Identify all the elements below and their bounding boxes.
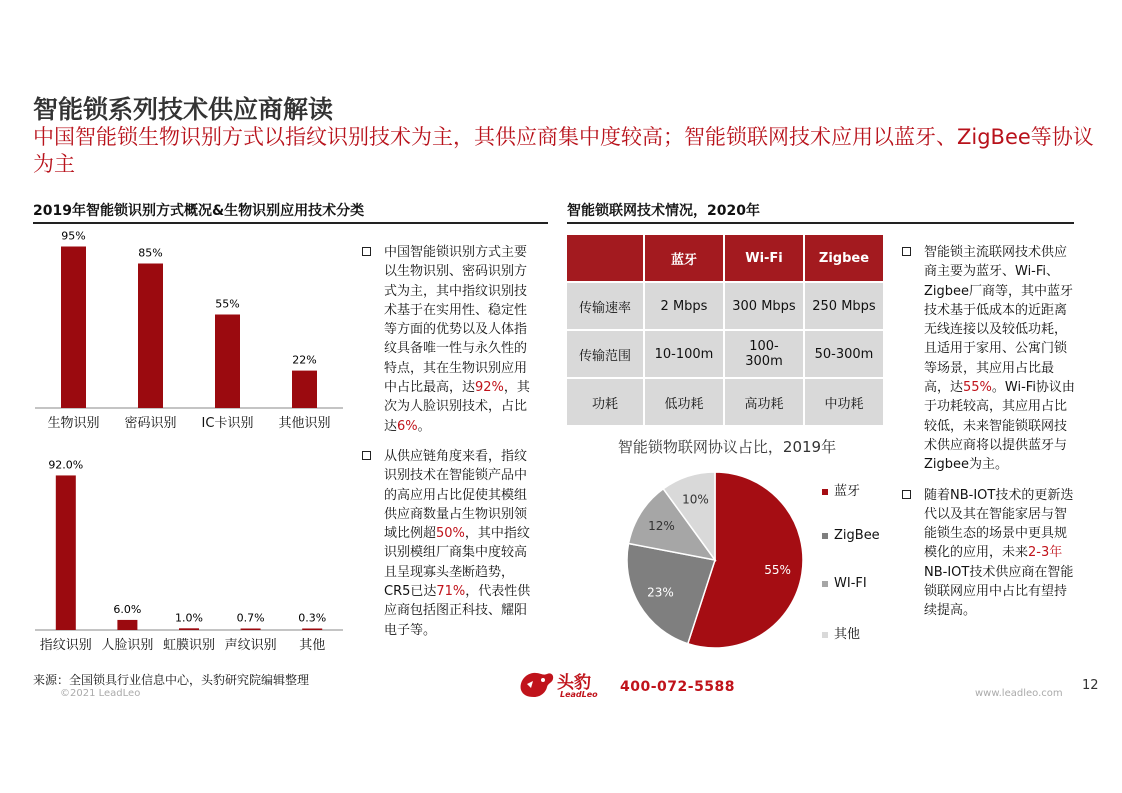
bullet-text: 。Wi-Fi协议由于功耗较高，其应用占比较低，未来智能锁联网技术供应商将以提供蓝牙与Zigbee为主。 (924, 380, 1075, 473)
bullet-text: 中国智能锁识别方式主要以生物识别、密码识别方式为主，其中指纹识别技术基于在实用性、稳定性等方面的优势以及人体指纹具备唯一性与永久性的特点，其在生物识别应用中占比最高，达 (384, 245, 528, 396)
highlight-value: 2-3年 (1028, 545, 1063, 561)
bullet-text: 智能锁主流联网技术供应商主要为蓝牙、Wi-Fi、Zigbee厂商等，其中蓝牙技术基于低成本的近距离无线连接以及较低功耗，且适用于家用、公寓门锁等场景，其应用占比最高，达 (924, 245, 1074, 396)
table-header-cell: Zigbee (805, 235, 883, 281)
legend-label: 蓝牙 (834, 484, 861, 499)
copyright: ©2021 LeadLeo (60, 688, 141, 699)
bar-category-label: 生物识别 (47, 416, 100, 431)
right-bullet-list (902, 243, 1078, 632)
pie-slice-label: 10% (682, 492, 709, 507)
bar-value-label: 92.0% (48, 458, 84, 472)
bar (117, 620, 137, 630)
bullet-item (362, 447, 534, 640)
table-row-label: 传输速率 (567, 283, 643, 329)
page-number: 12 (1082, 678, 1099, 693)
legend-label: ZigBee (834, 528, 880, 543)
biometric-tech-bar-chart (33, 444, 353, 664)
bullet-text: 从供应链角度来看，指纹识别技术在智能锁产品中的高应用占比促使其模组供应商数量占生物识别领域比例超 (384, 448, 528, 542)
table-row (567, 331, 883, 377)
table-cell: 250 Mbps (805, 283, 883, 329)
bullet-text: ，其中指纹识别模组厂商集中度较高且呈现寡头垄断趋势，CR5已达 (384, 526, 530, 600)
recognition-method-bar-chart (33, 225, 353, 440)
page-subtitle: 中国智能锁生物识别方式以指纹识别技术为主，其供应商集中度较高；智能锁联网技术应用以蓝牙、ZigBee等协议为主 (33, 125, 1094, 176)
bar (179, 628, 199, 630)
contact-phone: 400-072-5588 (620, 679, 736, 695)
bar-category-label: 声纹识别 (224, 638, 277, 653)
bullet-text: ，代表性供应商包括图正科技、耀阳电子等。 (384, 584, 531, 638)
leadleo-logo-icon (517, 668, 557, 702)
bullet-text: ，其次为人脸识别技术，占比达 (384, 380, 530, 434)
bar-value-label: 95% (61, 229, 86, 243)
table-header-cell (567, 235, 643, 281)
table-cell: 10-100m (645, 331, 723, 377)
pie-legend-item (822, 576, 867, 591)
bar (215, 315, 240, 409)
table-header-cell: 蓝牙 (645, 235, 723, 281)
bullet-item (902, 243, 1078, 475)
table-row-label: 传输范围 (567, 331, 643, 377)
table-row (567, 379, 883, 425)
checkbox-bullet-icon (362, 451, 371, 460)
checkbox-bullet-icon (902, 247, 911, 256)
protocol-pie-chart (620, 465, 810, 655)
bar-value-label: 0.7% (236, 611, 265, 625)
logo-subtext: LeadLeo (560, 690, 598, 699)
bullet-text: NB-IOT技术供应商在智能锁联网应用中占比有望持续提高。 (924, 564, 1074, 619)
checkbox-bullet-icon (362, 247, 371, 256)
legend-swatch-icon (822, 489, 828, 495)
table-row (567, 283, 883, 329)
highlight-value: 55% (963, 380, 992, 396)
table-cell: 300 Mbps (725, 283, 803, 329)
bar-category-label: 指纹识别 (39, 638, 92, 653)
logo-text: 头豹 (557, 673, 591, 693)
bullet-item (902, 486, 1078, 621)
bar-category-label: 其他 (299, 638, 326, 653)
checkbox-bullet-icon (902, 490, 911, 499)
bar-category-label: IC卡识别 (201, 416, 254, 431)
left-section-title: 2019年智能锁识别方式概况&生物识别应用技术分类 (33, 203, 365, 219)
highlight-value: 50% (436, 526, 465, 542)
bar-category-label: 其他识别 (278, 416, 331, 431)
pie-slice-label: 12% (648, 519, 675, 534)
bar (241, 629, 261, 631)
pie-legend-item (822, 528, 880, 543)
table-cell: 100-300m (725, 331, 803, 377)
right-section-title: 智能锁联网技术情况，2020年 (567, 203, 760, 219)
bar-category-label: 密码识别 (124, 416, 177, 431)
bar-value-label: 85% (138, 246, 163, 260)
bar-category-label: 人脸识别 (101, 638, 154, 653)
bar (56, 475, 76, 630)
table-row-label: 功耗 (567, 379, 643, 425)
pie-legend-item (822, 623, 860, 642)
legend-swatch-icon (822, 581, 828, 587)
pie-chart-title: 智能锁物联网协议占比，2019年 (617, 438, 837, 456)
left-section-rule (33, 222, 548, 224)
bullet-item (362, 243, 534, 436)
source-note: 来源：全国锁具行业信息中心，头豹研究院编辑整理 (33, 673, 310, 687)
table-cell: 高功耗 (725, 379, 803, 425)
bar-value-label: 22% (292, 353, 317, 367)
highlight-value: 6% (397, 418, 418, 434)
network-tech-table (565, 233, 885, 427)
pie-slice-label: 55% (764, 562, 791, 577)
bar-value-label: 1.0% (175, 611, 203, 625)
bullet-text: 。 (417, 418, 431, 434)
website-url: www.leadleo.com (975, 688, 1063, 699)
table-cell: 低功耗 (645, 379, 723, 425)
bullet-text: 随着NB-IOT技术的更新迭代以及其在智能家居与智能锁生态的场景中更具规模化的应用，未来 (924, 487, 1074, 561)
bar-value-label: 6.0% (113, 602, 142, 616)
bar-category-label: 虹膜识别 (162, 638, 216, 653)
bar (292, 371, 317, 408)
table-header-cell: Wi-Fi (725, 235, 803, 281)
table-cell: 中功耗 (805, 379, 883, 425)
right-section-rule (567, 222, 1074, 224)
bar (138, 264, 163, 409)
legend-swatch-icon (822, 632, 828, 638)
table-cell: 50-300m (805, 331, 883, 377)
page-title: 智能锁系列技术供应商解读 (33, 95, 334, 124)
highlight-value: 71% (436, 584, 466, 600)
legend-label: 其他 (834, 627, 861, 642)
highlight-value: 92% (475, 380, 504, 396)
pie-legend-item (822, 480, 860, 499)
bar (302, 629, 322, 631)
table-header-row (567, 235, 883, 281)
bar-value-label: 55% (215, 297, 240, 311)
left-bullet-list (362, 243, 534, 651)
table-cell: 2 Mbps (645, 283, 723, 329)
legend-label: WI-FI (834, 576, 867, 591)
legend-swatch-icon (822, 533, 828, 539)
bar-value-label: 0.3% (298, 611, 327, 625)
bar (61, 247, 86, 409)
pie-slice-label: 23% (647, 585, 674, 600)
